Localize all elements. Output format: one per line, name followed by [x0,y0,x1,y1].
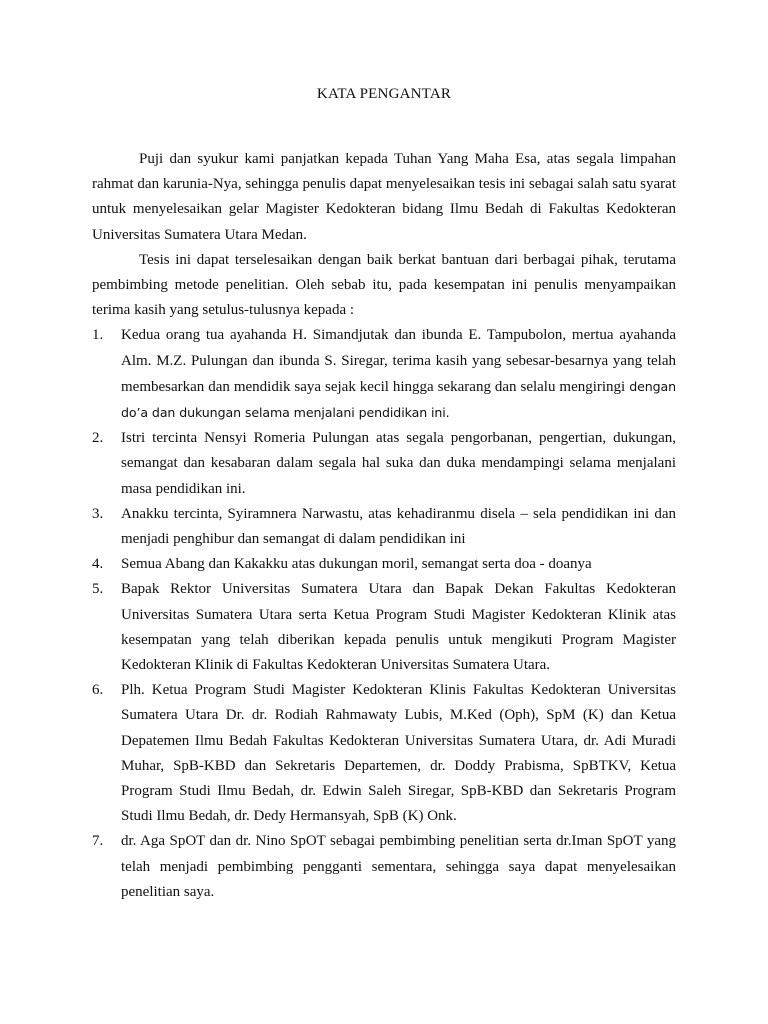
list-item-number: 4. [92,556,104,573]
list-item [92,552,676,577]
list-item-number: 3. [92,505,104,522]
list-item [92,577,676,678]
list-item-text: Istri tercinta Nensyi Romeria Pulungan atas segala pengorbanan, pengertian, dukungan, semangat dan kesabaran dalam segala hal suka dan duka mendampingi selama menjalani masa pendidikan ini. [121,430,676,497]
list-item-text: Kedua orang tua ayahanda H. Simandjutak dan ibunda E. Tampubolon, mertua ayahanda Alm. M.Z. Pulungan dan ibunda S. Siregar, terima kasih yang sebesar-besarnya yang telah membesarkan dan mendidik saya sejak kecil hingga sekarang dan selalu mengiringi [121,327,676,395]
paragraph-thanks: Tesis ini dapat terselesaikan dengan baik berkat bantuan dari berbagai pihak, terutama pembimbing metode penelitian. Oleh sebab itu, pada kesempatan ini penulis menyampaikan terima kasih yang setulus-tulusnya kepada : [92,251,676,319]
acknowledgement-list [92,323,676,905]
list-item-number: 1. [92,327,104,344]
list-item-number: 2. [92,430,104,447]
page-title: KATA PENGANTAR [316,86,452,102]
list-item-text: dr. Aga SpOT dan dr. Nino SpOT sebagai pembimbing penelitian serta dr.Iman SpOT yang telah menjadi pembimbing pengganti sementara, sehingga saya dapat menyelesaikan penelitian saya. [121,833,676,900]
list-item [92,502,676,552]
list-item-number: 6. [92,682,104,699]
document-body [92,147,676,905]
list-item-number: 7. [92,833,104,850]
list-item-text: Bapak Rektor Universitas Sumatera Utara dan Bapak Dekan Fakultas Kedokteran Universitas Sumatera Utara serta Ketua Program Studi Magister Kedokteran Klinik atas kesempatan yang telah diberikan kepada penulis untuk mengikuti Program Magister Kedokteran Klinik di Fakultas Kedokteran Universitas Sumatera Utara. [121,581,676,674]
list-item [92,426,676,502]
list-item-number: 5. [92,581,104,598]
list-item-text: Anakku tercinta, Syiramnera Narwastu, atas kehadiranmu disela – sela pendidikan ini dan menjadi penghibur dan semangat di dalam pendidikan ini [121,505,676,548]
list-item [92,678,676,829]
list-item-text-continuation: dengan do’a dan dukungan selama menjalani pendidikan ini. [121,378,677,421]
list-item [92,829,676,905]
list-item-text: Semua Abang dan Kakakku atas dukungan moril, semangat serta doa - doanya [121,556,592,573]
list-item-text: Plh. Ketua Program Studi Magister Kedokteran Klinis Fakultas Kedokteran Universitas Sumatera Utara Dr. dr. Rodiah Rahmawaty Lubis, M.Ked (Oph), SpM (K) dan Ketua Depatemen Ilmu Bedah Fakultas Kedokteran Universitas Sumatera Utara, dr. Adi Muradi Muhar, SpB-KBD dan Sekretaris Departemen, dr. Doddy Prabisma, SpBTKV, Ketua Program Studi Ilmu Bedah, dr. Edwin Saleh Siregar, SpB-KBD dan Sekretaris Program Studi Ilmu Bedah, dr. Dedy Hermansyah, SpB (K) Onk. [121,682,676,825]
list-item [92,323,676,426]
paragraph-intro: Puji dan syukur kami panjatkan kepada Tuhan Yang Maha Esa, atas segala limpahan rahmat dan karunia-Nya, sehingga penulis dapat menyelesaikan tesis ini sebagai salah satu syarat untuk menyelesaikan gelar Magister Kedokteran bidang Ilmu Bedah di Fakultas Kedokteran Universitas Sumatera Utara Medan. [92,151,676,243]
